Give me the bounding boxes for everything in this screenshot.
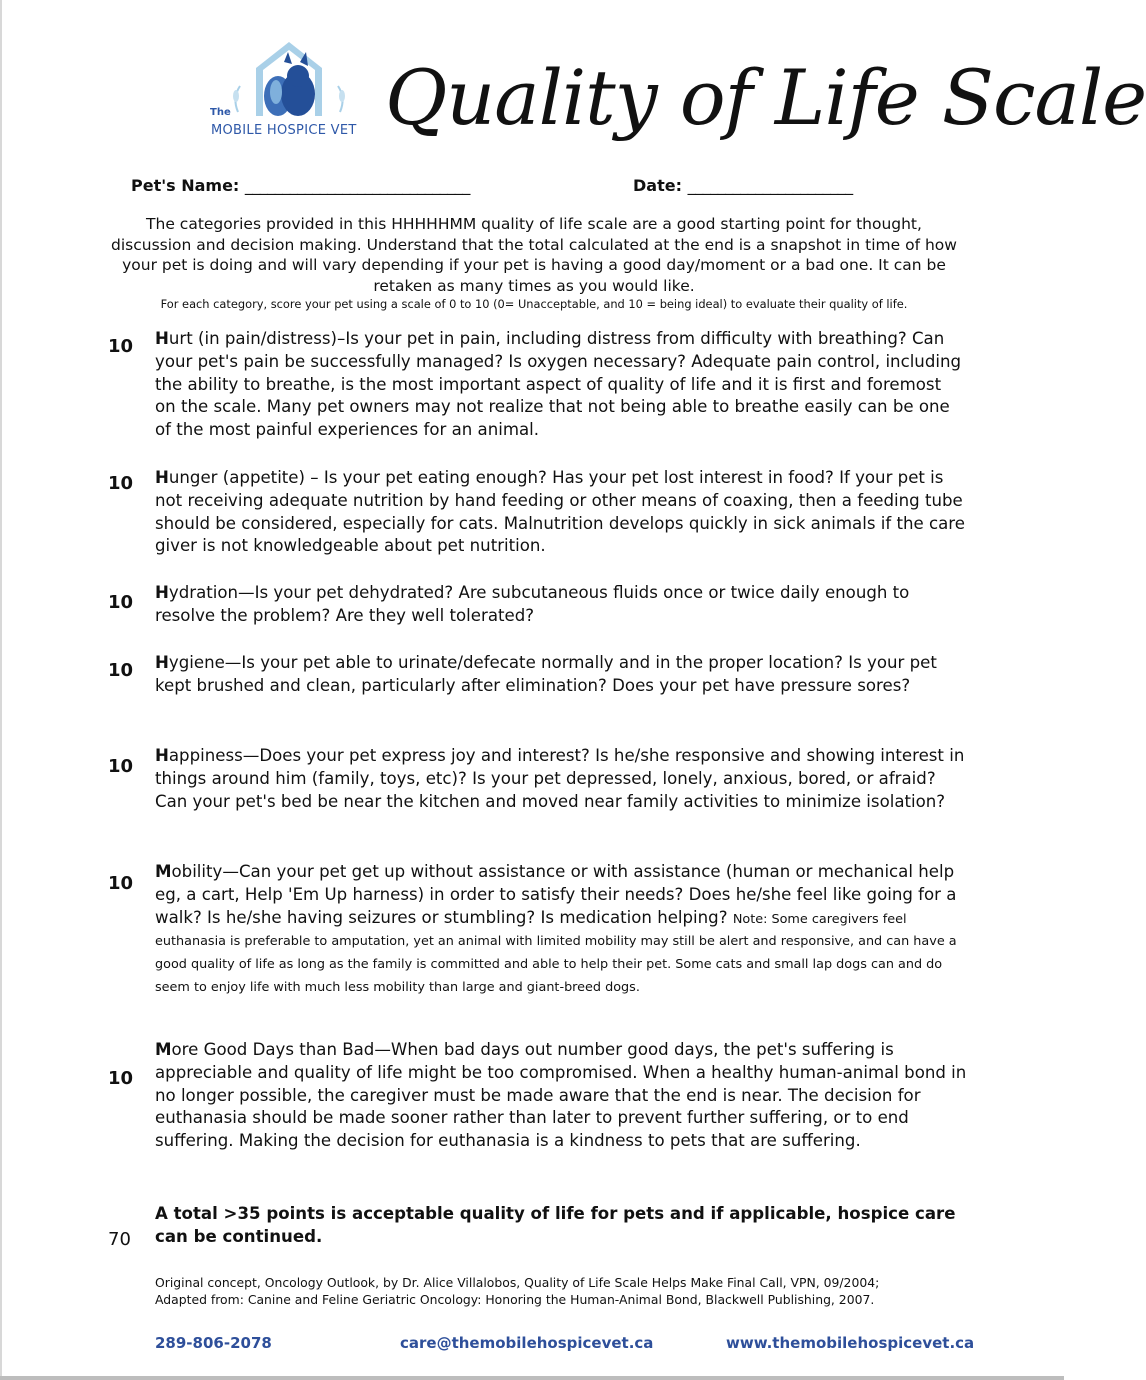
- date-label: Date:: [633, 176, 682, 195]
- item-initial: H: [155, 746, 169, 765]
- item-initial: H: [155, 653, 169, 672]
- page-title: Quality of Life Scale: [385, 53, 1146, 142]
- score-hygiene: 10: [108, 660, 134, 681]
- item-mobility: [155, 861, 967, 998]
- item-text: urt (in pain/distress)–Is your pet in pain, including distress from difficulty with breathing? Can your pet's pain be successfully managed? Is oxygen necessary? Adequate pain control, including the ability to breathe, is the most important aspect of quality of life and it is first and foremost on the scale. Many pet owners may not realize that not being able to breathe easily can be one of the most painful experiences for an animal.: [155, 329, 962, 440]
- item-initial: H: [155, 329, 169, 348]
- total-statement: A total >35 points is acceptable quality of life for pets and if applicable, hospice care can be continued.: [155, 1204, 956, 1246]
- page-border: [0, 0, 2, 1380]
- pet-name-field[interactable]: [131, 176, 470, 195]
- score-more-good-days: 10: [108, 1068, 134, 1089]
- pet-name-line: ______________________________: [244, 176, 470, 195]
- item-hurt: [155, 328, 967, 442]
- pet-name-label: Pet's Name:: [131, 176, 240, 195]
- item-text: ydration—Is your pet dehydrated? Are subcutaneous fluids once or twice daily enough to resolve the problem? Are they well tolerated?: [155, 583, 910, 625]
- date-line: ______________________: [687, 176, 853, 195]
- item-hygiene: [155, 652, 967, 698]
- item-hydration: [155, 582, 967, 628]
- footer-website[interactable]: www.themobilehospicevet.ca: [726, 1334, 975, 1352]
- logo-name: MOBILE HOSPICE VET: [211, 123, 357, 138]
- intro-paragraph: The categories provided in this HHHHHMM quality of life scale are a good starting point for thought, discussion and decision making. Understand that the total calculated at the end is a snapshot in time of how your pet is doing and will vary depending if your pet is having a good day/moment or a bad one. It can be retaken as many times as you would like.: [111, 215, 957, 295]
- page-bottom-edge: [0, 1376, 1064, 1380]
- house-pets-icon: [208, 40, 378, 120]
- item-initial: M: [155, 862, 172, 881]
- score-happiness: 10: [108, 756, 134, 777]
- mobility-note: Note: Some caregivers feel euthanasia is preferable to amputation, yet an animal with limited mobility may still be alert and responsive, and can have a good quality of life as long as the family is committed and able to help their pet. Some cats and small lap dogs can and do seem to enjoy life with much less mobility than large and giant-breed dogs.: [155, 911, 957, 995]
- item-initial: H: [155, 468, 169, 487]
- credits-line-2: Adapted from: Canine and Feline Geriatric Oncology: Honoring the Human-Animal Bond, Blackwell Publishing, 2007.: [155, 1292, 875, 1307]
- item-text: ygiene—Is your pet able to urinate/defecate normally and in the proper location? Is your pet kept brushed and clean, particularly after elimination? Does your pet have pressure sores?: [155, 653, 937, 695]
- footer-email[interactable]: care@themobilehospicevet.ca: [400, 1334, 654, 1352]
- date-field[interactable]: [633, 176, 853, 195]
- item-text: ore Good Days than Bad—When bad days out number good days, the pet's suffering is appreciable and quality of life might be too compromised. When a healthy human-animal bond in no longer possible, the caregiver must be made aware that the end is near. The decision for euthanasia should be made sooner rather than later to prevent further suffering, or to end suffering. Making the decision for euthanasia is a kindness to pets that are suffering.: [155, 1040, 967, 1151]
- item-text: obility—Can your pet get up without assistance or with assistance (human or mechanical help eg, a cart, Help 'Em Up harness) in order to satisfy their needs? Does he/she feel like going for a walk? Is he/she having seizures or stumbling? Is medication helping?: [155, 862, 957, 927]
- item-initial: M: [155, 1040, 172, 1059]
- score-mobility: 10: [108, 873, 134, 894]
- footer-phone[interactable]: 289-806-2078: [155, 1334, 272, 1352]
- credits: [155, 1274, 975, 1308]
- total-score: 70: [108, 1229, 131, 1250]
- score-hurt: 10: [108, 336, 134, 357]
- scale-note: For each category, score your pet using a scale of 0 to 10 (0= Unacceptable, and 10 = being ideal) to evaluate their quality of life.: [160, 297, 908, 311]
- item-initial: H: [155, 583, 169, 602]
- item-hunger: [155, 467, 967, 558]
- score-hydration: 10: [108, 592, 134, 613]
- logo: [208, 40, 378, 140]
- score-hunger: 10: [108, 473, 134, 494]
- item-text: unger (appetite) – Is your pet eating enough? Has your pet lost interest in food? If your pet is not receiving adequate nutrition by hand feeding or other means of coaxing, then a feeding tube should be considered, especially for cats. Malnutrition develops quickly in sick animals if the care giver is not knowledgeable about pet nutrition.: [155, 468, 965, 556]
- item-text: appiness—Does your pet express joy and interest? Is he/she responsive and showing interest in things around him (family, toys, etc)? Is your pet depressed, lonely, anxious, bored, or afraid? Can your pet's bed be near the kitchen and moved near family activities to minimize isolation?: [155, 746, 965, 811]
- credits-line-1: Original concept, Oncology Outlook, by Dr. Alice Villalobos, Quality of Life Scale Helps Make Final Call, VPN, 09/2004;: [155, 1275, 880, 1290]
- item-more-good-days: [155, 1039, 967, 1153]
- item-happiness: [155, 745, 967, 813]
- logo-the: The: [210, 107, 231, 118]
